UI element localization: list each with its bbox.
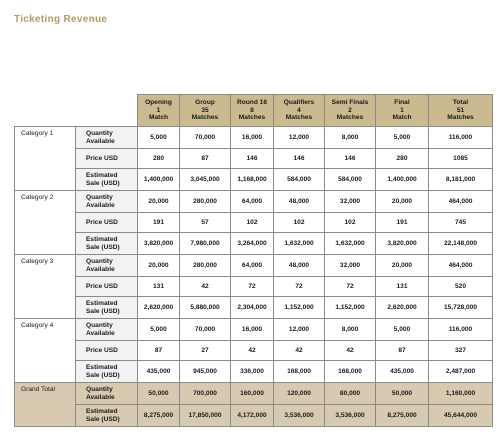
column-header-line: Matches [191,114,219,122]
table-cell: 80,000 [325,383,376,405]
table-cell: 32,000 [325,255,376,277]
table-cell: 5,880,000 [180,297,231,319]
table-cell: 131 [376,277,429,297]
table-cell: 435,000 [376,361,429,383]
table-cell: 116,000 [429,319,493,341]
table-cell: 146 [274,149,325,169]
column-header-line: 8 [250,106,254,114]
row-label-line: Quantity [86,385,113,393]
row-label-line: Sale (USD) [86,371,120,379]
table-cell: 168,000 [325,361,376,383]
table-row [15,149,493,169]
table-cell: 160,000 [231,383,274,405]
table-cell: 12,000 [274,319,325,341]
table-cell: 146 [231,149,274,169]
column-header-line: Qualifiers [283,99,315,107]
table-cell: 1,152,000 [325,297,376,319]
ticketing-revenue-table [14,94,493,427]
table-cell: 27 [180,341,231,361]
table-row [15,405,493,427]
table-cell: 42 [325,341,376,361]
table-cell: 2,620,000 [138,297,180,319]
table-cell: 280 [376,149,429,169]
column-header [274,95,325,127]
row-label-line: Estimated [86,363,118,371]
table-cell: 4,172,000 [231,405,274,427]
table-cell: 8,000 [325,319,376,341]
table-cell: 191 [138,213,180,233]
table-cell: 20,000 [138,191,180,213]
table-cell: 42 [180,277,231,297]
row-label [76,405,138,427]
table-cell: 1,168,000 [231,169,274,191]
table-cell: 327 [429,341,493,361]
row-label-line: Price USD [86,218,118,226]
column-header-line: 4 [297,106,301,114]
table-cell: 50,000 [138,383,180,405]
row-label-line: Available [86,393,115,401]
table-cell: 5,000 [376,127,429,149]
column-header-line: Match [148,114,169,122]
table-cell: 120,000 [274,383,325,405]
category-label: Category 4 [15,319,76,383]
table-cell: 1085 [429,149,493,169]
row-label [76,191,138,213]
table-row [15,191,493,213]
table-cell: 1,160,000 [429,383,493,405]
column-header-line: Opening [145,99,172,107]
table-row [15,255,493,277]
row-label-line: Available [86,201,115,209]
table-cell: 3,045,000 [180,169,231,191]
column-header-line: 1 [400,106,404,114]
row-label-line: Estimated [86,407,118,415]
category-label: Category 2 [15,191,76,255]
table-cell: 146 [325,149,376,169]
table-cell: 50,000 [376,383,429,405]
table-cell: 8,000 [325,127,376,149]
row-label-line: Available [86,137,115,145]
table-cell: 1,400,000 [376,169,429,191]
row-label-line: Sale (USD) [86,415,120,423]
row-label [76,213,138,233]
table-cell: 3,820,000 [376,233,429,255]
column-header-line: Final [394,99,410,107]
row-label-line: Sale (USD) [86,243,120,251]
table-cell: 1,632,000 [274,233,325,255]
table-cell: 8,275,000 [376,405,429,427]
table-cell: 584,000 [325,169,376,191]
table-cell: 168,000 [274,361,325,383]
table-cell: 17,850,000 [180,405,231,427]
table-cell: 20,000 [376,191,429,213]
row-label-line: Price USD [86,346,118,354]
table-cell: 42 [274,341,325,361]
table-cell: 1,400,000 [138,169,180,191]
table-cell: 2,620,000 [376,297,429,319]
category-label: Grand Total [15,383,76,427]
row-label-line: Price USD [86,154,118,162]
table-cell: 102 [231,213,274,233]
table-cell: 42 [231,341,274,361]
category-label: Category 3 [15,255,76,319]
table-cell: 72 [274,277,325,297]
table-cell: 584,000 [274,169,325,191]
header-row [15,95,493,127]
row-label [76,319,138,341]
column-header-line: Group [195,99,215,107]
table-cell: 20,000 [376,255,429,277]
table-cell: 8,181,000 [429,169,493,191]
row-label-line: Quantity [86,193,113,201]
table-cell: 1,632,000 [325,233,376,255]
table-cell: 20,000 [138,255,180,277]
row-label-line: Estimated [86,299,118,307]
table-row [15,361,493,383]
table-row [15,213,493,233]
row-label [76,341,138,361]
table-cell: 464,000 [429,255,493,277]
blank-header [15,95,76,127]
table-cell: 2,304,000 [231,297,274,319]
column-header [231,95,274,127]
column-header-line: 2 [348,106,352,114]
table-cell: 5,000 [138,319,180,341]
column-header-line: Matches [238,114,266,122]
table-cell: 280 [138,149,180,169]
table-cell: 3,536,000 [274,405,325,427]
table-cell: 72 [325,277,376,297]
table-row [15,383,493,405]
table-cell: 280,000 [180,255,231,277]
table-cell: 435,000 [138,361,180,383]
row-label-line: Quantity [86,257,113,265]
row-label [76,233,138,255]
row-label-line: Available [86,265,115,273]
row-label-line: Available [86,329,115,337]
row-label [76,149,138,169]
table-cell: 464,000 [429,191,493,213]
table-cell: 5,000 [138,127,180,149]
column-header-line: Total [452,99,469,107]
column-header [429,95,493,127]
table-cell: 32,000 [325,191,376,213]
column-header-line: Semi Finals [331,99,369,107]
table-cell: 336,000 [231,361,274,383]
row-label [76,255,138,277]
table-cell: 3,264,000 [231,233,274,255]
table-row [15,277,493,297]
table-cell: 12,000 [274,127,325,149]
table-row [15,297,493,319]
table-cell: 5,000 [376,319,429,341]
row-label [76,127,138,149]
row-label-line: Sale (USD) [86,307,120,315]
table-cell: 116,000 [429,127,493,149]
table-cell: 745 [429,213,493,233]
row-label [76,361,138,383]
row-label [76,297,138,319]
blank-header [76,95,138,127]
table-cell: 102 [274,213,325,233]
row-label-line: Sale (USD) [86,179,120,187]
row-label-line: Quantity [86,129,113,137]
column-header [325,95,376,127]
table-cell: 87 [180,149,231,169]
table-cell: 7,980,000 [180,233,231,255]
table-cell: 3,820,000 [138,233,180,255]
table-cell: 191 [376,213,429,233]
table-row [15,127,493,149]
table-cell: 87 [376,341,429,361]
table-cell: 945,000 [180,361,231,383]
table-cell: 48,000 [274,191,325,213]
column-header-line: Matches [285,114,313,122]
row-label [76,383,138,405]
category-label: Category 1 [15,127,76,191]
table-cell: 70,000 [180,127,231,149]
row-label-line: Estimated [86,171,118,179]
row-label-line: Price USD [86,282,118,290]
table-cell: 131 [138,277,180,297]
table-cell: 48,000 [274,255,325,277]
column-header-line: Round 16 [236,99,268,107]
table-cell: 15,728,000 [429,297,493,319]
table-cell: 2,487,000 [429,361,493,383]
table-row [15,233,493,255]
table-cell: 87 [138,341,180,361]
column-header-line: Match [392,114,412,122]
column-header-line: 51 [456,106,465,114]
table-cell: 57 [180,213,231,233]
column-header-line: 35 [201,106,209,114]
row-label [76,169,138,191]
table-row [15,341,493,361]
table-cell: 3,536,000 [325,405,376,427]
table-cell: 22,148,000 [429,233,493,255]
table-row [15,169,493,191]
table-cell: 16,000 [231,319,274,341]
table-cell: 72 [231,277,274,297]
table-cell: 16,000 [231,127,274,149]
table-cell: 70,000 [180,319,231,341]
table-cell: 1,152,000 [274,297,325,319]
table-cell: 8,275,000 [138,405,180,427]
table-cell: 102 [325,213,376,233]
table-cell: 64,000 [231,255,274,277]
column-header-line: Matches [336,114,364,122]
page-title: Ticketing Revenue [14,14,108,25]
table-cell: 520 [429,277,493,297]
row-label-line: Estimated [86,235,118,243]
row-label [76,277,138,297]
column-header-line: 1 [156,106,161,114]
table-row [15,319,493,341]
column-header [138,95,180,127]
column-header-line: Matches [447,114,474,122]
table-cell: 45,644,000 [429,405,493,427]
column-header [180,95,231,127]
table-cell: 280,000 [180,191,231,213]
table-cell: 64,000 [231,191,274,213]
row-label-line: Quantity [86,321,113,329]
table-cell: 700,000 [180,383,231,405]
column-header [376,95,429,127]
